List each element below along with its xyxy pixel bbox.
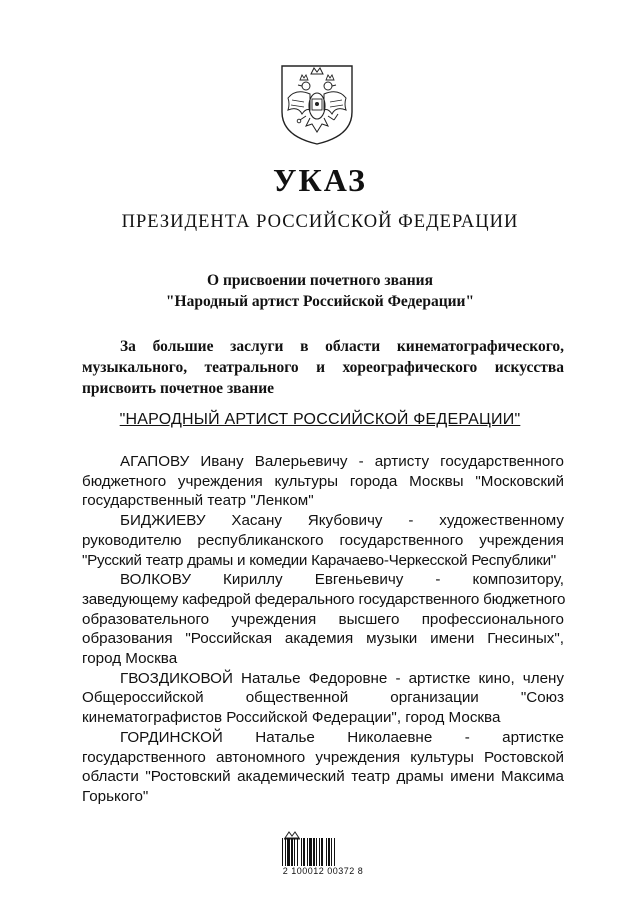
award-line: город Москва [82, 650, 178, 668]
intro-line: За большие заслуги в области кинематографического, [120, 338, 564, 355]
award-line: области "Ростовский академический театр драмы имени Максима [82, 768, 564, 786]
award-line: образовательного учреждения высшего профессионального [82, 610, 564, 628]
decree-heading [0, 270, 640, 312]
document-title: УКАЗ [273, 162, 367, 198]
award-entry [82, 511, 564, 570]
document-subtitle: ПРЕЗИДЕНТА РОССИЙСКОЙ ФЕДЕРАЦИИ [121, 212, 519, 232]
decree-heading-line: О присвоении почетного звания [207, 272, 433, 289]
barcode-icon [282, 838, 358, 866]
award-line: Горького" [82, 787, 149, 805]
decree-heading-line: "Народный артист Российской Федерации" [165, 293, 475, 310]
award-line: ГОРДИНСКОЙ Наталье Николаевне - артистке [120, 728, 564, 746]
award-line: кинематографистов Российской Федерации", город Москва [82, 709, 501, 727]
award-line: руководителю республиканского государственного учреждения [82, 531, 564, 549]
award-line: ГВОЗДИКОВОЙ Наталье Федоровне - артистке кино, члену [120, 669, 564, 687]
honorary-rank-text: "НАРОДНЫЙ АРТИСТ РОССИЙСКОЙ ФЕДЕРАЦИИ" [119, 411, 521, 428]
intro-line: музыкального, театрального и хореографического искусства [82, 359, 564, 376]
award-entry [82, 669, 564, 728]
decree-intro [82, 336, 564, 399]
barcode-number: 2 100012 00372 8 [282, 866, 364, 876]
award-line: заведующему кафедрой федерального государственного бюджетного [82, 590, 566, 608]
award-entry [82, 570, 564, 669]
award-line: ВОЛКОВУ Кириллу Евгеньевичу - композитору, [120, 571, 564, 589]
award-line: АГАПОВУ Ивану Валерьевичу - артисту государственного [120, 453, 564, 470]
intro-line: присвоить почетное звание [82, 380, 275, 397]
awards-list [82, 452, 564, 807]
state-emblem-icon [276, 54, 358, 146]
award-entry [82, 728, 564, 807]
award-line: бюджетного учреждения культуры города Москвы "Московский [82, 472, 564, 490]
award-line: БИДЖИЕВУ Хасану Якубовичу - художественному [120, 512, 564, 530]
award-line: Общероссийской общественной организации "Союз [82, 689, 564, 707]
award-line: "Русский театр драмы и комедии Карачаево-Черкесской Республики" [82, 551, 556, 569]
award-line: образования "Российская академия музыки имени Гнесиных", [82, 630, 564, 648]
honorary-rank-title [0, 411, 640, 429]
award-line: государственный театр "Ленком" [82, 492, 314, 510]
award-entry [82, 452, 564, 511]
award-line: государственного автономного учреждения культуры Ростовской [82, 748, 564, 766]
registry-mark-icon [283, 827, 301, 837]
